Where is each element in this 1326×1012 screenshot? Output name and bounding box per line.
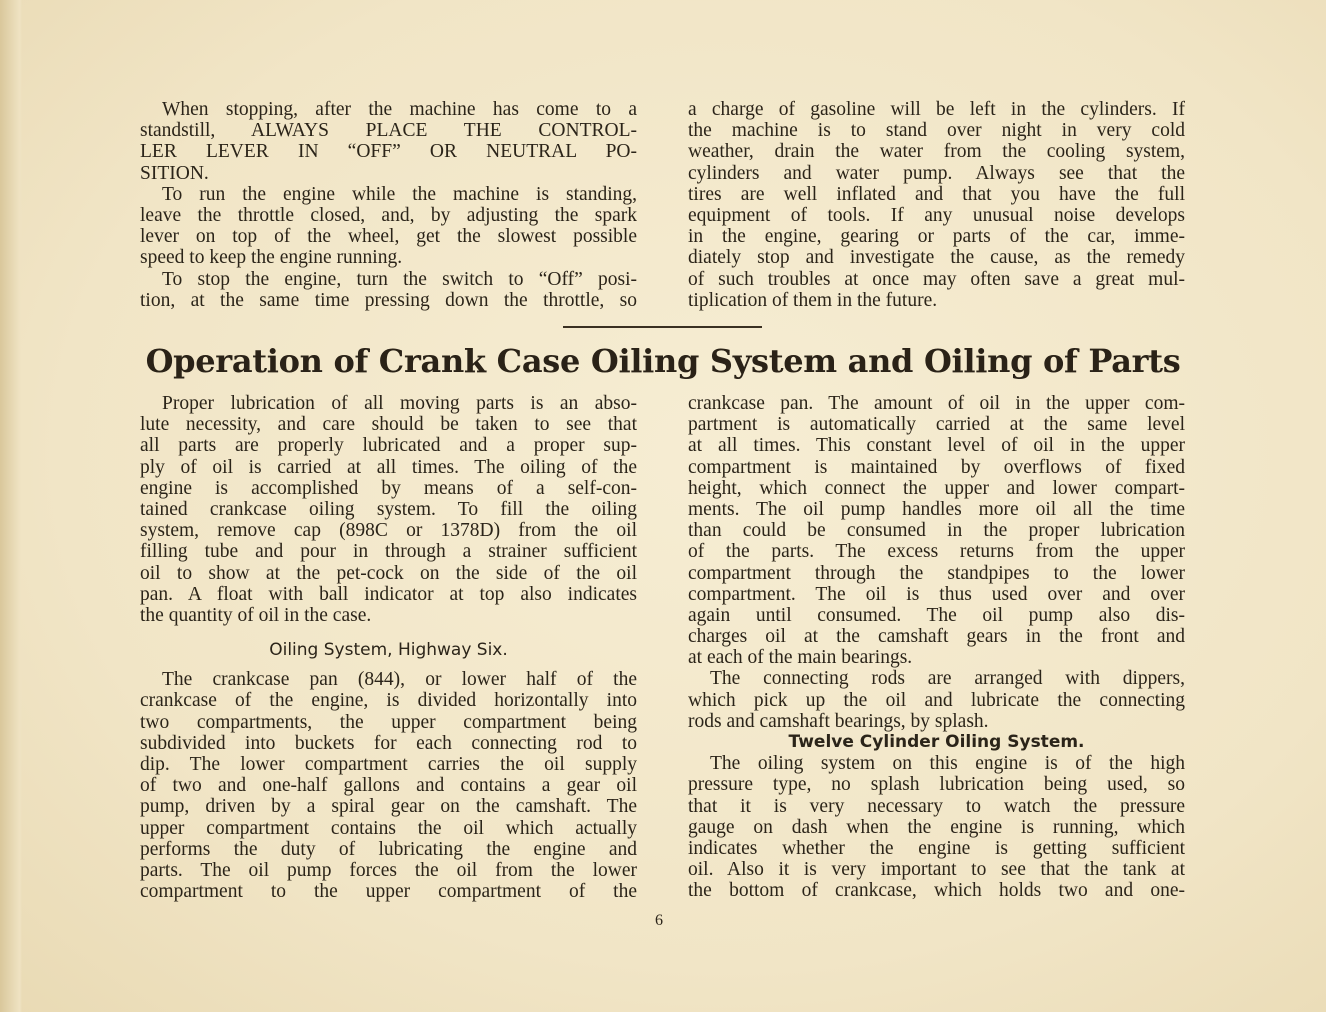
text-line: oil. Also it is very important to see that the tank at	[688, 859, 1185, 881]
column-top-right	[688, 99, 1185, 311]
text-line: which pick up the oil and lubricate the connecting	[688, 689, 1185, 711]
page-edge-shadow	[0, 0, 22, 1012]
subheading: Twelve Cylinder Oiling System.	[788, 732, 1085, 752]
text-line: cylinders and water pump. Always see that the	[688, 162, 1185, 184]
paragraph	[140, 669, 637, 902]
text-line: speed to keep the engine running.	[140, 247, 403, 269]
text-line: subdivided into buckets for each connecting rod to	[140, 732, 637, 754]
text-line: crankcase pan. The amount of oil in the upper com-	[688, 393, 1185, 414]
text-line: that it is very necessary to watch the pressure	[688, 795, 1185, 817]
text-line: standstill, ALWAYS PLACE THE CONTROL-	[140, 120, 637, 142]
text-line: ply of oil is carried at all times. The oiling of the	[140, 456, 637, 478]
text-line: compartment. The oil is thus used over and over	[688, 583, 1185, 605]
text-line: dip. The lower compartment carries the oil supply	[140, 754, 637, 776]
section-title: Operation of Crank Case Oiling System and Oiling of Parts	[145, 342, 1181, 380]
text-line: in the engine, gearing or parts of the car, imme-	[688, 226, 1185, 248]
paragraph	[140, 184, 637, 269]
text-line: compartment to the upper compartment of the	[140, 881, 637, 903]
text-line: oil to show at the pet-cock on the side of the oil	[140, 562, 637, 584]
text-line: height, which connect the upper and lower compart-	[688, 477, 1185, 499]
text-line: all parts are properly lubricated and a proper sup-	[140, 435, 637, 457]
text-line: at all times. This constant level of oil in the upper	[688, 435, 1185, 457]
text-line: crankcase of the engine, is divided horizontally into	[140, 690, 637, 712]
text-line: engine is accomplished by means of a self-con-	[140, 477, 637, 499]
text-line: at each of the main bearings.	[688, 647, 913, 669]
text-line: weather, drain the water from the cooling system,	[688, 141, 1185, 163]
text-line: of two and one-half gallons and contains a gear oil	[140, 775, 637, 797]
text-line: The connecting rods are arranged with dippers,	[710, 668, 1185, 690]
text-line: SITION.	[140, 162, 209, 184]
paragraph	[140, 99, 637, 184]
text-line: ments. The oil pump handles more oil all the time	[688, 498, 1185, 520]
text-line: lever on top of the wheel, get the slowest possible	[140, 226, 637, 248]
column-bottom-right	[688, 393, 1185, 902]
text-line: partment is automatically carried at the same level	[688, 414, 1185, 436]
text-line: The crankcase pan (844), or lower half of the	[162, 669, 637, 691]
text-line: the bottom of crankcase, which holds two and one-	[688, 880, 1185, 902]
paragraph	[140, 393, 637, 626]
text-line: filling tube and pour in through a strainer sufficient	[140, 541, 637, 563]
text-line: upper compartment contains the oil which actually	[140, 817, 637, 839]
text-line: charges oil at the camshaft gears in the front and	[688, 626, 1185, 648]
text-line: diately stop and investigate the cause, as the remedy	[688, 247, 1185, 269]
text-line: gauge on dash when the engine is running, which	[688, 816, 1185, 838]
text-line: pressure type, no splash lubrication being used, so	[688, 774, 1185, 796]
paragraph	[140, 269, 637, 311]
text-line: tiplication of them in the future.	[688, 289, 938, 311]
text-line: performs the duty of lubricating the engine and	[140, 838, 637, 860]
subheading: Oiling System, Highway Six.	[269, 640, 508, 661]
text-line: compartment is maintained by overflows of fixed	[688, 456, 1185, 478]
paragraph	[688, 393, 1185, 668]
text-line: system, remove cap (898C or 1378D) from the oil	[140, 520, 637, 542]
text-line: parts. The oil pump forces the oil from the lower	[140, 859, 637, 881]
text-line: the quantity of oil in the case.	[140, 604, 372, 626]
text-line: the machine is to stand over night in very cold	[688, 120, 1185, 142]
text-line: of such troubles at once may often save a great mul-	[688, 268, 1185, 290]
page-number: 6	[655, 912, 663, 929]
text-line: again until consumed. The oil pump also dis-	[688, 604, 1185, 626]
text-line: To stop the engine, turn the switch to “Off” posi-	[162, 268, 637, 290]
text-line: of the parts. The excess returns from the upper	[688, 541, 1185, 563]
text-line: pump, driven by a spiral gear on the camshaft. The	[140, 796, 637, 818]
text-line: tained crankcase oiling system. To fill the oiling	[140, 498, 637, 520]
text-line: leave the throttle closed, and, by adjusting the spark	[140, 204, 637, 226]
column-bottom-left	[140, 393, 637, 902]
text-line: tion, at the same time pressing down the throttle, so	[140, 289, 637, 311]
text-line: two compartments, the upper compartment being	[140, 711, 637, 733]
text-line: a charge of gasoline will be left in the cylinders. If	[688, 99, 1185, 120]
text-line: tires are well inflated and that you have the full	[688, 183, 1185, 205]
text-line: When stopping, after the machine has come to a	[162, 99, 637, 120]
paragraph	[688, 753, 1185, 901]
text-line: than could be consumed in the proper lubrication	[688, 520, 1185, 542]
section-divider	[563, 326, 762, 328]
text-line: rods and camshaft bearings, by splash.	[688, 710, 989, 732]
text-line: equipment of tools. If any unusual noise develops	[688, 204, 1185, 226]
paragraph	[688, 668, 1185, 732]
text-line: LER LEVER IN “OFF” OR NEUTRAL PO-	[140, 141, 637, 163]
paragraph	[688, 99, 1185, 311]
text-line: To run the engine while the machine is standing,	[162, 183, 637, 205]
text-line: indicates whether the engine is getting sufficient	[688, 837, 1185, 859]
text-line: lute necessity, and care should be taken to see that	[140, 414, 637, 436]
text-line: pan. A float with ball indicator at top also indicates	[140, 583, 637, 605]
text-line: Proper lubrication of all moving parts is an abso-	[162, 393, 637, 414]
text-line: compartment through the standpipes to the lower	[688, 562, 1185, 584]
text-line: The oiling system on this engine is of the high	[710, 753, 1185, 775]
column-top-left	[140, 99, 637, 311]
